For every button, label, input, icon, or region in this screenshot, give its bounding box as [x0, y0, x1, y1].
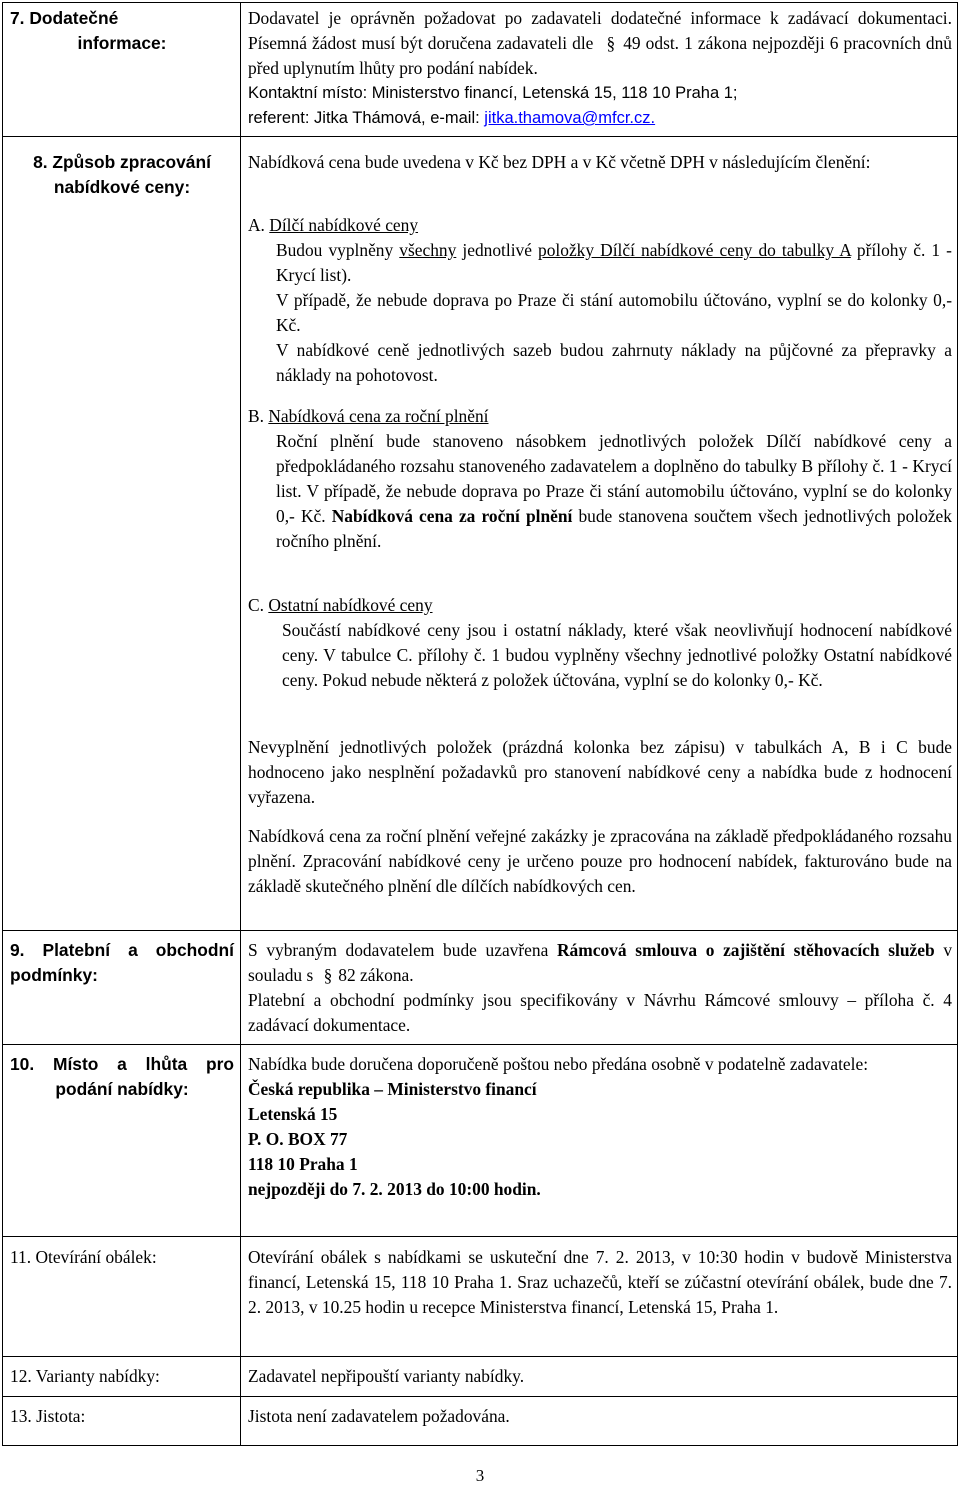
a-t4: položky Dílčí nabídkové ceny do tabulky A	[538, 240, 851, 260]
section-b-head	[248, 404, 952, 429]
r9-t1-end: v souladu s	[248, 940, 953, 985]
address-line-1: Česká republika – Ministerstvo financí	[248, 1079, 537, 1099]
page-number: 3	[475, 1466, 485, 1485]
row12-label: 12. Varianty nabídky:	[10, 1366, 160, 1386]
section-a-title: Dílčí nabídkové ceny	[269, 215, 419, 235]
row13-label: 13. Jistota:	[10, 1406, 86, 1426]
row10-label-line1: 10. Místo a lhůta pro	[10, 1054, 234, 1074]
r9-t1: S vybraným dodavatelem bude uzavřena	[248, 940, 549, 960]
section-c-body: Součástí nabídkové ceny jsou i ostatní náklady, které však neovlivňují hodnocení nabídkové ceny. V tabulce C. přílohy č. 1 budou vyplněny všechny jednotlivé položky Ostatní nabídkové ceny. Pokud nebude některá z položek účtována, vyplní se do kolonky 0,- Kč.	[282, 620, 952, 690]
row8-label-line2: nabídkové ceny:	[53, 177, 191, 197]
a-p3: V nabídkové ceně jednotlivých sazeb budou zahrnuty náklady na půjčovné za přepravky a náklady na pohotovost.	[276, 340, 952, 385]
row7-text-a: Dodavatel je oprávněn požadovat po zadavateli dodatečné informace k zadávací dokumentaci. Písemná žádost musí být doručena zadavateli dle	[248, 8, 952, 53]
row7-label	[10, 6, 234, 56]
row7-label-line2: informace:	[77, 33, 167, 53]
address-line-3: P. O. BOX 77	[248, 1129, 348, 1149]
b-bold: Nabídková cena za roční plnění	[331, 506, 573, 526]
address-line-4: 118 10 Praha 1	[248, 1154, 358, 1174]
row11-text: Otevírání obálek s nabídkami se uskuteční dne 7. 2. 2013, v 10:30 hodin v budově Ministerstva financí, Letenská 15, 118 10 Praha 1. Sraz uchazečů, kteří se zúčastní otevírání obálek, bude dne 7. 2. 2013, v 10.25 hodin u recepce Ministerstva financí, Letenská 15, Praha 1.	[248, 1247, 952, 1317]
deadline-line: nejpozději do 7. 2. 2013 do 10:00 hodin.	[248, 1179, 541, 1199]
section-b-letter: B.	[248, 406, 264, 426]
row8-empty-note: Nevyplnění jednotlivých položek (prázdná kolonka bez zápisu) v tabulkách A, B i C bude hodnoceno jako nesplnění požadavků pro stanovení nabídkové ceny a nabídka bude z hodnocení vyřazena.	[248, 737, 952, 807]
row12-text: Zadavatel nepřipouští varianty nabídky.	[248, 1366, 525, 1386]
row9-content	[248, 938, 952, 1038]
row8-intro: Nabídková cena bude uvedena v Kč bez DPH a v Kč včetně DPH v následujícím členění:	[248, 152, 871, 172]
section-b-body	[276, 429, 952, 554]
section-a	[248, 213, 952, 238]
a-t5: přílohy č. 1 - Krycí list).	[276, 240, 952, 285]
row9-label	[10, 938, 234, 988]
r9-t2: Platební a obchodní podmínky jsou specifikovány v Návrhu Rámcové smlouvy – příloha č. 4 zadávací dokumentace.	[248, 990, 952, 1035]
row7-content	[248, 6, 952, 131]
row11-label: 11. Otevírání obálek:	[10, 1247, 157, 1267]
b-text2: bude stanovena součtem všech jednotlivých položek ročního plnění.	[276, 506, 952, 551]
a-p2: V případě, že nebude doprava po Praze či stání automobilu účtováno, vyplní se do kolonky 0,- Kč.	[276, 290, 952, 335]
contact-line: Kontaktní místo: Ministerstvo financí, Letenská 15, 118 10 Praha 1;	[248, 84, 738, 102]
section-a-letter: A.	[248, 215, 265, 235]
paragraph-symbol: §	[606, 33, 616, 53]
section-c-head	[248, 593, 952, 618]
a-t3: jednotlivé	[462, 240, 532, 260]
section-c-title: Ostatní nabídkové ceny	[268, 595, 433, 615]
email-link[interactable]: jitka.thamova@mfcr.cz	[484, 109, 651, 127]
row8-label-line1: 8. Způsob zpracování	[33, 152, 211, 172]
row10-label-line2: podání nabídky:	[55, 1079, 189, 1099]
row9-label-line2: podmínky:	[10, 965, 98, 985]
section-c-letter: C.	[248, 595, 264, 615]
row8-final-note: Nabídková cena za roční plnění veřejné zakázky je zpracována na základě předpokládaného rozsahu plnění. Zpracování nabídkové ceny je určeno pouze pro hodnocení nabídek, fakturováno bude na základě skutečného plnění dle dílčích nabídkových cen.	[248, 826, 952, 896]
a-t1: Budou vyplněny	[276, 240, 394, 260]
b-text: Roční plnění bude stanoveno násobkem jednotlivých položek Dílčí nabídkové ceny a předpokládaného rozsahu stanoveného zadavatelem a doplněno do tabulky B přílohy č. 1 - Krycí list. V případě, že nebude doprava po Praze či stání automobilu účtováno, vyplní se do kolonky 0,- Kč.	[276, 431, 952, 526]
r9-t1-bold: Rámcová smlouva o zajištění stěhovacích služeb	[556, 940, 935, 960]
row13-text: Jistota není zadavatelem požadována.	[248, 1406, 510, 1426]
row10-content	[248, 1052, 952, 1202]
referent-prefix: referent: Jitka Thámová, e-mail:	[248, 109, 480, 127]
r9-t1-end2: 82 zákona.	[338, 965, 414, 985]
address-line-2: Letenská 15	[248, 1104, 338, 1124]
r10-t1: Nabídka bude doručena doporučeně poštou nebo předána osobně v podatelně zadavatele:	[248, 1054, 869, 1074]
section-b-title: Nabídková cena za roční plnění	[268, 406, 489, 426]
a-t2: všechny	[399, 240, 457, 260]
row8-label	[10, 150, 234, 200]
section-a-body	[276, 238, 952, 388]
paragraph-symbol: §	[323, 965, 333, 985]
row9-label-line1: 9. Platební a obchodní	[10, 940, 234, 960]
row10-label	[10, 1052, 234, 1102]
email-suffix: .	[650, 109, 656, 127]
row7-text-b: 49 odst. 1 zákona nejpozději 6 pracovních dnů před uplynutím lhůty pro podání nabídek.	[248, 33, 952, 78]
row7-label-line1: 7. Dodatečné	[10, 8, 119, 28]
